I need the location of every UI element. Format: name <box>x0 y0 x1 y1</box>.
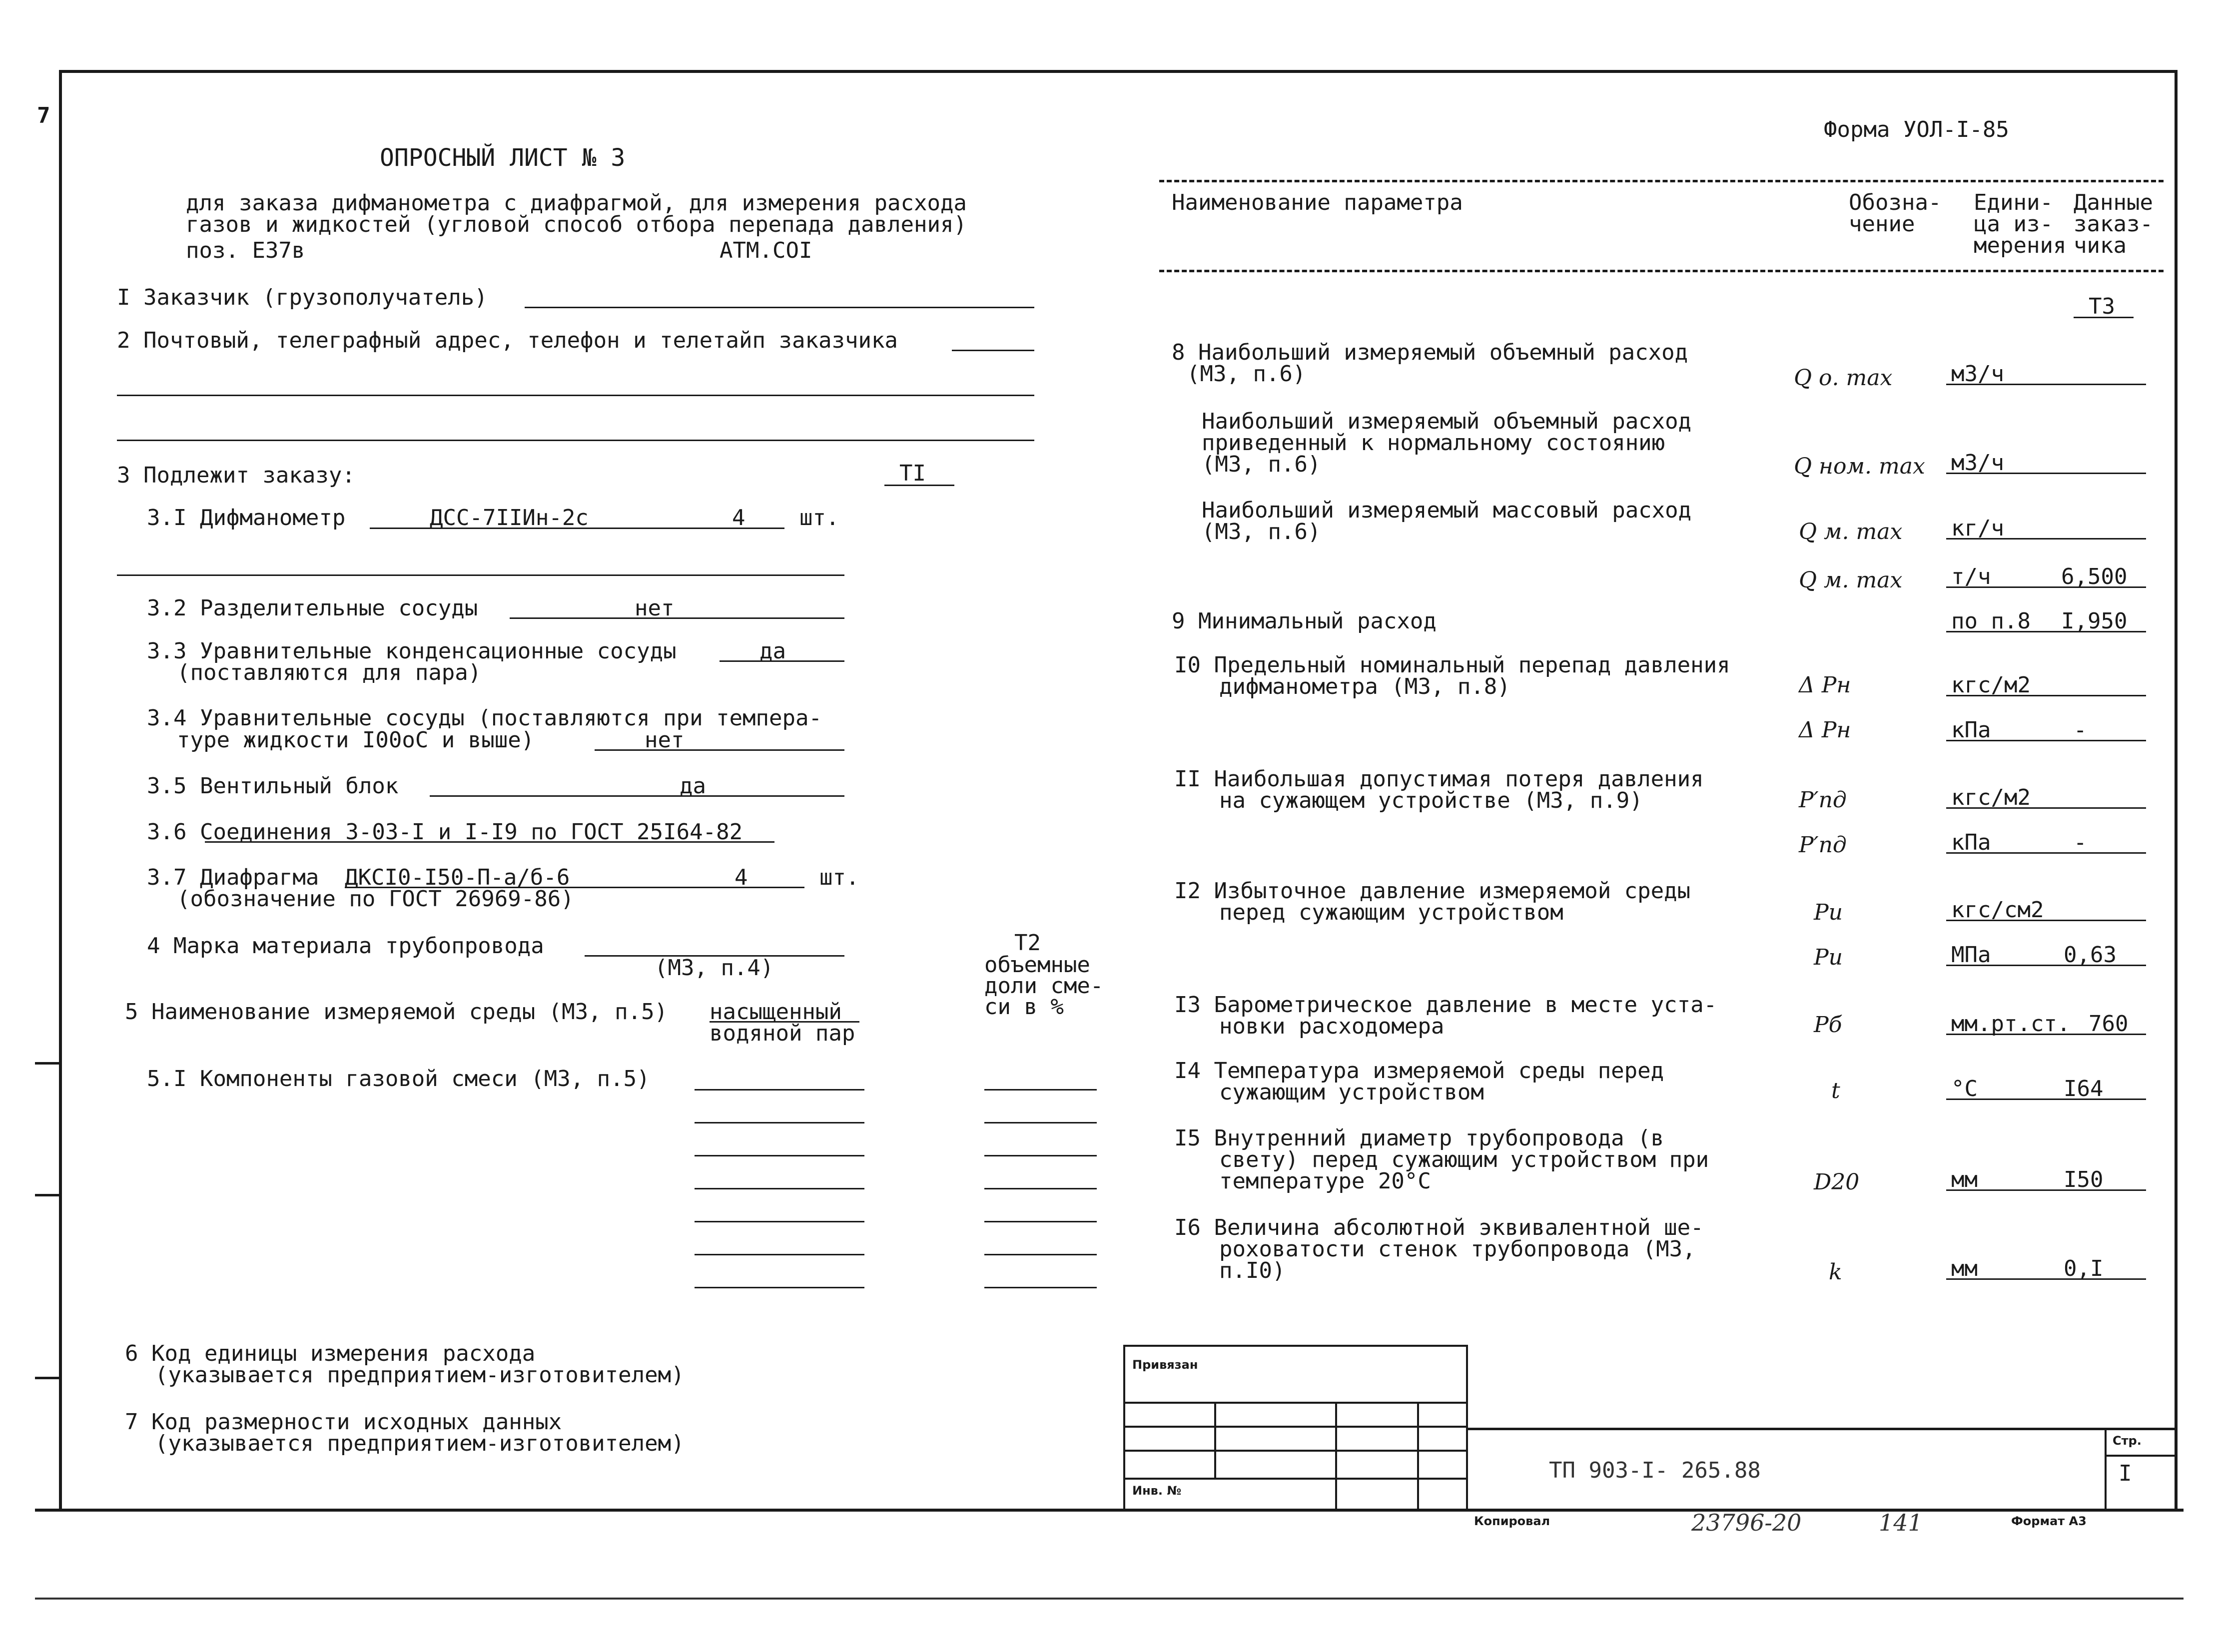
header-data-1: Данные <box>2074 190 2153 215</box>
field-line <box>1946 965 2146 966</box>
row-9-unit: по п.8 <box>1951 608 2031 634</box>
item-2-address: 2 Почтовый, телеграфный адрес, телефон и телетайп заказчика <box>117 328 898 353</box>
row-11-label-2: на сужающем устройстве (МЗ, п.9) <box>1219 788 1643 813</box>
stamp-col-line <box>1417 1402 1419 1510</box>
row-10b-value: - <box>2074 717 2087 743</box>
privyazan-label: Привязан <box>1132 1358 1198 1372</box>
row-16-label-1: I6 Величина абсолютной эквивалентной ше- <box>1174 1215 1704 1240</box>
fraction-line <box>984 1221 1097 1222</box>
row-8c-label-1: Наибольший измеряемый массовый расход <box>1202 498 1692 523</box>
item-3-4-note: туре жидкости I00оС и выше) <box>177 727 535 753</box>
header-unit-1: Едини- <box>1974 190 2053 215</box>
fraction-line <box>984 1089 1097 1091</box>
item-1-customer: I Заказчик (грузополучатель) <box>117 285 488 310</box>
header-bottom-rule <box>1159 270 2164 272</box>
row-10-label-2: дифманометра (МЗ, п.8) <box>1219 674 1510 699</box>
item-6-line1: 6 Код единицы измерения расхода <box>125 1341 536 1366</box>
row-14-symbol: t <box>1831 1078 1840 1103</box>
row-11-label-1: II Наибольшая допустимая потеря давления <box>1174 766 1704 792</box>
field-line <box>720 660 844 662</box>
field-line <box>1946 852 2146 854</box>
page-cell-border <box>2105 1428 2107 1512</box>
header-data-2: заказ- <box>2074 211 2153 237</box>
row-8b-symbol: Q ном. max <box>1794 454 1925 479</box>
row-13-label-2: новки расходомера <box>1219 1014 1445 1039</box>
row-8d-symbol: Q м. max <box>1799 567 1903 593</box>
row-8c-label-2: (МЗ, п.6) <box>1202 519 1321 545</box>
field-line <box>205 841 774 843</box>
margin-tick <box>35 1062 59 1065</box>
item-5-medium: 5 Наименование измеряемой среды (МЗ, п.5) <box>125 999 668 1025</box>
row-10b-unit: кПа <box>1951 717 1991 743</box>
atm-code: АТМ.СОI <box>720 238 812 263</box>
item-3-2-value: нет <box>635 595 675 621</box>
item-3-6-connections: 3.6 Соединения 3-03-I и I-I9 по ГОСТ 25I64-82 <box>147 819 743 845</box>
item-3-7-label: 3.7 Диафрагма <box>147 865 319 890</box>
row-8-label-1: 8 Наибольший измеряемый объемный расход <box>1172 340 1688 365</box>
stamp-col-line <box>1335 1402 1337 1510</box>
row-16-symbol: k <box>1829 1259 1842 1285</box>
frame-right-border <box>2175 70 2178 1511</box>
row-8-symbol: Q о. max <box>1794 365 1893 391</box>
margin-tick <box>35 1194 59 1196</box>
item-7-line2: (указывается предприятием-изготовителем) <box>155 1431 685 1456</box>
field-line <box>117 574 844 576</box>
field-line <box>1946 807 2146 809</box>
item-3-7-value: ДКСI0-I50-П-а/б-6 <box>345 865 570 890</box>
row-12-label-1: I2 Избыточное давление измеряемой среды <box>1174 878 1691 904</box>
item-7-line1: 7 Код размерности исходных данных <box>125 1409 562 1435</box>
field-line <box>117 395 1034 396</box>
row-15-label-1: I5 Внутренний диаметр трубопровода (в <box>1174 1125 1664 1151</box>
row-12-label-2: перед сужающим устройством <box>1219 900 1563 925</box>
row-11b-unit: кПа <box>1951 830 1991 855</box>
fraction-line <box>984 1122 1097 1123</box>
row-14-label-2: сужающим устройством <box>1219 1080 1484 1105</box>
header-unit-2: ца из- <box>1974 211 2053 237</box>
page-marker: 7 <box>37 103 50 128</box>
row-12b-unit: МПа <box>1951 942 1991 968</box>
row-8-unit: м3/ч <box>1951 361 2004 387</box>
row-9-label: 9 Минимальный расход <box>1172 608 1437 634</box>
page-number: I <box>2119 1461 2132 1486</box>
field-line <box>430 795 844 797</box>
approval-stamp-box <box>1123 1345 1468 1512</box>
row-12b-symbol: Pи <box>1814 945 1843 970</box>
item-4-note: (МЗ, п.4) <box>655 955 774 981</box>
field-line <box>1946 740 2146 741</box>
component-line <box>695 1122 864 1123</box>
header-symbol-1: Обозна- <box>1849 190 1942 215</box>
header-unit-3: мерения <box>1974 233 2067 258</box>
row-10-unit: кгс/м2 <box>1951 672 2031 698</box>
handwritten-number: 23796-20 <box>1691 1509 1802 1536</box>
row-8c-unit: кг/ч <box>1951 516 2004 541</box>
item-3-1-label: 3.I Дифманометр <box>147 505 346 531</box>
field-line <box>525 307 1034 308</box>
title-block-top <box>1468 1428 2175 1430</box>
stamp-row-line <box>1125 1450 1466 1452</box>
item-3-1-value: ДСС-7IIИн-2с <box>430 505 589 531</box>
form-code: Форма УОЛ-I-85 <box>1824 117 2009 142</box>
field-line <box>1946 1099 2146 1100</box>
item-3-7-note: (обозначение по ГОСТ 26969-86) <box>177 886 574 912</box>
row-13-symbol: Pб <box>1814 1012 1842 1038</box>
table-marker-t3: T3 <box>2089 294 2115 319</box>
item-3-5-value: да <box>680 773 706 799</box>
table-marker-t2: T2 <box>1014 930 1041 956</box>
item-3-7-unit: шт. <box>819 865 859 890</box>
component-line <box>695 1254 864 1255</box>
subtitle-line1: для заказа дифманометра с диафрагмой, для измерения расхода <box>186 190 967 216</box>
inventory-label: Инв. № <box>1132 1484 1182 1498</box>
copied-by-label: Копировал <box>1474 1514 1550 1528</box>
item-5-value1: насыщенный <box>710 999 842 1025</box>
field-line <box>370 528 784 529</box>
row-9-value: I,950 <box>2061 608 2128 634</box>
paper-format-label: Формат А3 <box>2011 1514 2087 1528</box>
item-3-2-label: 3.2 Разделительные сосуды <box>147 595 478 621</box>
row-15-label-3: температуре 20°С <box>1219 1168 1431 1194</box>
row-12b-value: 0,63 <box>2064 942 2117 968</box>
row-14-unit: °С <box>1951 1076 1978 1101</box>
field-line <box>1946 1278 2146 1280</box>
form-title: ОПРОСНЫЙ ЛИСТ № 3 <box>380 144 626 172</box>
field-line <box>1946 384 2146 385</box>
stamp-col-line <box>1214 1402 1216 1478</box>
row-10-symbol: Δ Pн <box>1799 672 1851 698</box>
row-13-value: 760 <box>2089 1011 2129 1037</box>
item-3-1-qty: 4 <box>732 505 745 531</box>
row-16-label-2: роховатости стенок трубопровода (МЗ, <box>1219 1236 1696 1262</box>
stamp-row-line <box>1125 1402 1466 1404</box>
position-code: поз. Е37в <box>186 238 305 263</box>
stamp-row-line <box>1125 1426 1466 1428</box>
item-3-4-label: 3.4 Уравнительные сосуды (поставляются при темпера- <box>147 705 822 731</box>
field-line <box>1946 586 2146 588</box>
margin-tick <box>35 1377 59 1379</box>
row-11b-value: - <box>2074 830 2087 855</box>
row-16-label-3: п.I0) <box>1219 1258 1286 1283</box>
row-11-symbol: P′пд <box>1799 787 1847 813</box>
field-line <box>1946 631 2146 632</box>
field-line <box>1946 538 2146 540</box>
item-5-value2: водяной пар <box>710 1021 855 1046</box>
row-8b-label-1: Наибольший измеряемый объемный расход <box>1202 409 1692 434</box>
component-line <box>695 1287 864 1288</box>
row-12-symbol: Pи <box>1814 900 1843 925</box>
field-line <box>884 485 954 486</box>
component-line <box>695 1188 864 1189</box>
row-10-label-1: I0 Предельный номинальный перепад давления <box>1174 652 1730 678</box>
frame-bottom-border <box>35 1509 2184 1512</box>
fraction-line <box>984 1188 1097 1189</box>
row-13-unit: мм.рт.ст. <box>1951 1011 2071 1037</box>
item-5-1-components: 5.I Компоненты газовой смеси (МЗ, п.5) <box>147 1066 650 1092</box>
header-param-name: Наименование параметра <box>1172 190 1463 215</box>
document-code: ТП 903-I- 265.88 <box>1549 1458 1761 1483</box>
row-8b-label-2: приведенный к нормальному состоянию <box>1202 430 1665 456</box>
table-marker-t1: TI <box>899 461 926 486</box>
field-line <box>710 1021 859 1023</box>
subtitle-line2: газов и жидкостей (угловой способ отбора перепада давления) <box>186 212 967 237</box>
field-line <box>1946 1034 2146 1035</box>
t2-note-2: доли сме- <box>984 973 1104 999</box>
item-3-5-label: 3.5 Вентильный блок <box>147 773 399 799</box>
row-13-label-1: I3 Барометрическое давление в месте уста- <box>1174 992 1717 1018</box>
row-8-label-2: (МЗ, п.6) <box>1187 361 1306 387</box>
row-11-unit: кгс/м2 <box>1951 785 2031 810</box>
field-line <box>117 440 1034 441</box>
row-12-unit: кгс/см2 <box>1951 897 2044 923</box>
field-line <box>952 350 1034 351</box>
row-8c-symbol: Q м. max <box>1799 519 1903 545</box>
item-4-material: 4 Марка материала трубопровода <box>147 933 544 959</box>
row-15-value: I50 <box>2064 1167 2104 1192</box>
t2-note-1: объемные <box>984 952 1090 978</box>
row-8b-label-3: (МЗ, п.6) <box>1202 452 1321 477</box>
t2-note-3: си в % <box>984 994 1064 1020</box>
row-14-label-1: I4 Температура измеряемой среды перед <box>1174 1058 1664 1084</box>
frame-top-border <box>59 70 2178 73</box>
item-3-4-value: нет <box>645 727 685 753</box>
field-line <box>1946 695 2146 696</box>
component-line <box>695 1221 864 1222</box>
row-15-unit: мм <box>1951 1167 1978 1192</box>
page-cell-divider <box>2105 1455 2175 1457</box>
handwritten-sheet: 141 <box>1879 1509 1923 1536</box>
item-3-7-qty: 4 <box>735 865 748 890</box>
fraction-line <box>984 1254 1097 1255</box>
field-line <box>1946 1189 2146 1191</box>
page-label: Стр. <box>2113 1434 2142 1448</box>
item-3-3-value: да <box>759 638 786 664</box>
row-11b-symbol: P′пд <box>1799 832 1847 858</box>
row-16-value: 0,I <box>2064 1256 2104 1281</box>
header-top-rule <box>1159 180 2164 182</box>
item-3-order: 3 Подлежит заказу: <box>117 463 355 488</box>
component-line <box>695 1155 864 1156</box>
header-data-3: чика <box>2074 233 2127 258</box>
row-14-value: I64 <box>2064 1076 2104 1101</box>
frame-left-border <box>59 70 62 1511</box>
item-6-line2: (указывается предприятием-изготовителем) <box>155 1362 685 1388</box>
fraction-line <box>984 1287 1097 1288</box>
fraction-line <box>984 1155 1097 1156</box>
row-8b-unit: м3/ч <box>1951 450 2004 476</box>
item-3-3-label: 3.3 Уравнительные конденсационные сосуды <box>147 638 677 664</box>
header-symbol-2: чение <box>1849 211 1915 237</box>
field-line <box>595 749 844 751</box>
row-16-unit: мм <box>1951 1256 1978 1281</box>
item-3-1-unit: шт. <box>799 505 839 531</box>
row-15-label-2: свету) перед сужающим устройством при <box>1219 1147 1709 1172</box>
field-line <box>510 617 844 619</box>
row-10b-symbol: Δ Pн <box>1799 717 1851 743</box>
stamp-row-line <box>1125 1478 1466 1480</box>
trim-line <box>35 1598 2184 1600</box>
component-line <box>695 1089 864 1091</box>
field-line <box>1946 920 2146 921</box>
row-15-symbol: D20 <box>1814 1169 1860 1195</box>
item-3-3-note: (поставляются для пара) <box>177 660 482 685</box>
field-line <box>1946 473 2146 474</box>
field-line <box>2074 317 2134 318</box>
row-8d-value: 6,500 <box>2061 564 2128 589</box>
row-8d-unit: т/ч <box>1951 564 1991 589</box>
